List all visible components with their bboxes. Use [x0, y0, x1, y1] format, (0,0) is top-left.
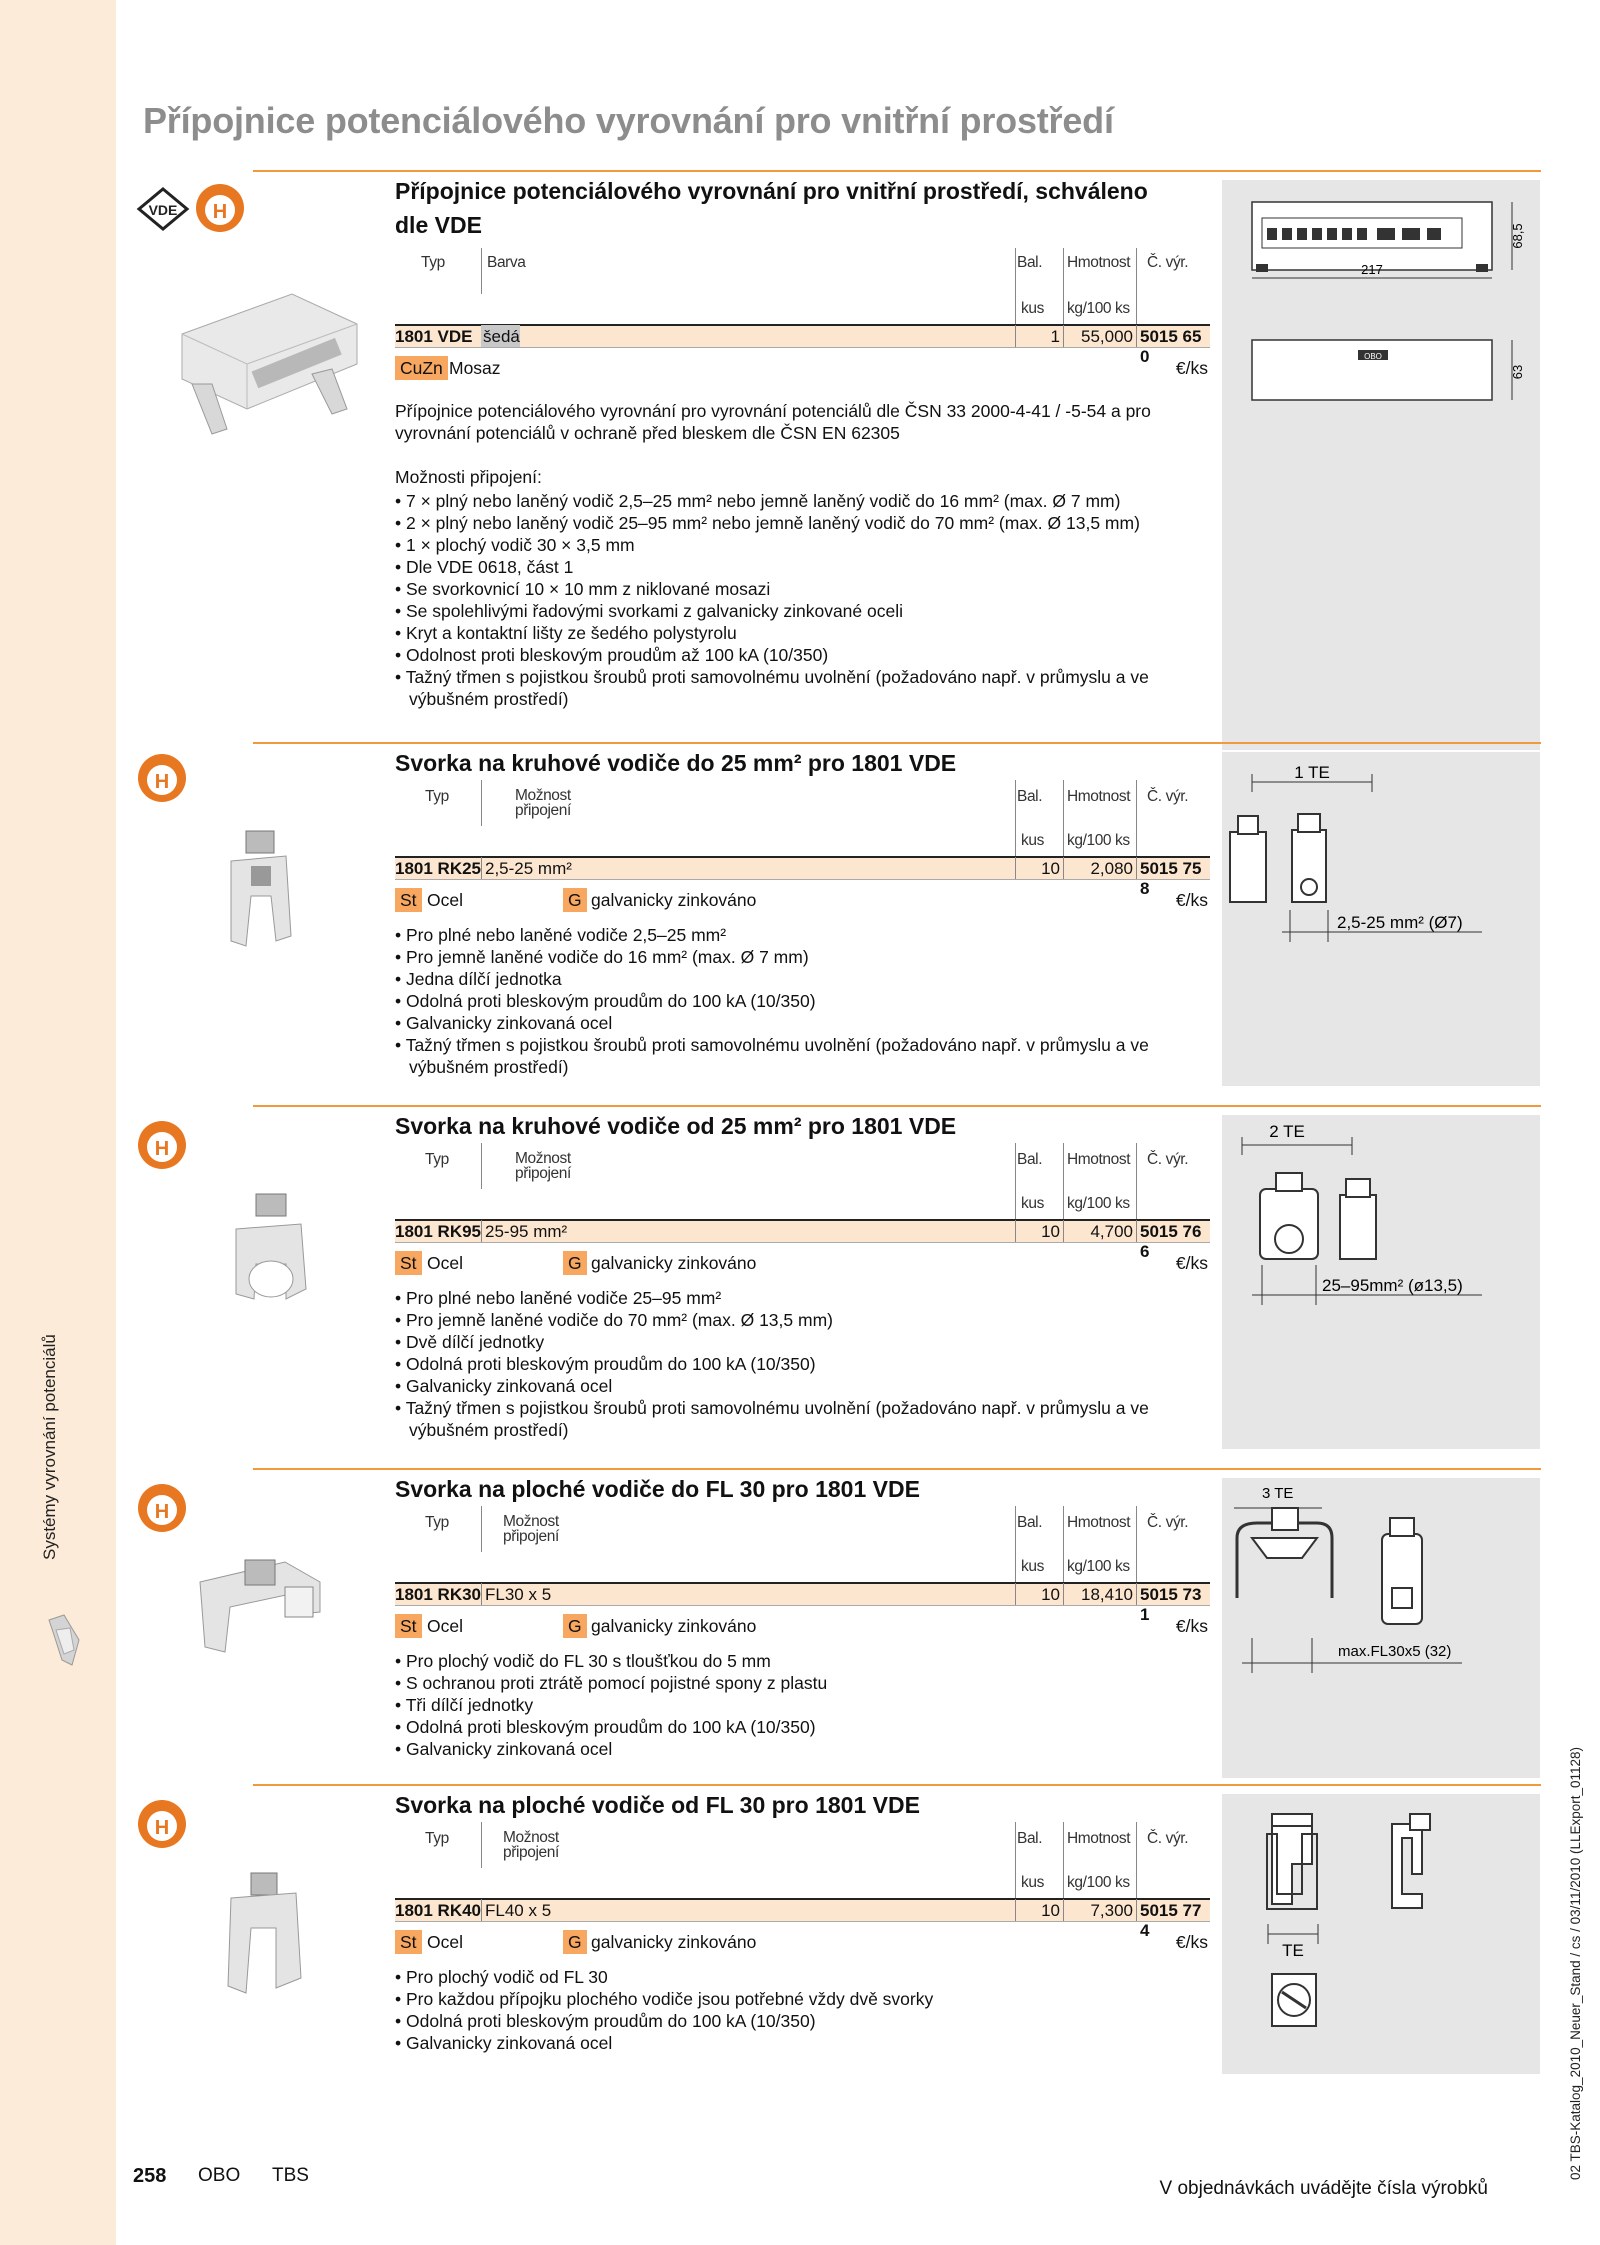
list-item: • Pro plné nebo laněné vodiče 2,5–25 mm² — [395, 924, 1210, 946]
vde-approval-icon — [136, 186, 190, 232]
section-3-content — [395, 1109, 1210, 1441]
material-row: St Ocel G galvanicky zinkováno €/ks — [395, 1928, 1210, 1962]
section-divider — [253, 742, 1541, 744]
tested-h-badge-icon — [136, 1482, 188, 1534]
list-item: • Dvě dílčí jednotky — [395, 1331, 1210, 1353]
list-item: • 1 × plochý vodič 30 × 3,5 mm — [395, 534, 1210, 556]
dim-height-1: 68,5 — [1510, 223, 1525, 249]
rk25-dimension-drawing — [1222, 752, 1540, 1086]
footer-brand: OBO — [198, 2165, 241, 2186]
rk30-dimension-drawing — [1222, 1478, 1540, 1778]
rk40-dimension-drawing — [1222, 1794, 1540, 2074]
list-item: • Tažný třmen s pojistkou šroubů proti samovolnému uvolnění (požadováno např. v průmyslu a ve výbušném prostředí) — [395, 666, 1210, 710]
list-item: • Galvanicky zinkovaná ocel — [395, 2032, 1210, 2054]
spec-table — [395, 248, 1210, 388]
svg-text:H: H — [154, 1817, 170, 1839]
table-header-row: Typ Barva Bal. Hmotnost Č. výr. — [395, 248, 1210, 294]
list-item: • Dle VDE 0618, část 1 — [395, 556, 1210, 578]
list-item: • 2 × plný nebo laněný vodič 25–95 mm² nebo jemně laněný vodič do 70 mm² (max. Ø 13,5 mm) — [395, 512, 1210, 534]
table-unit-row: kus kg/100 ks — [1021, 1558, 1130, 1575]
te-label: 3 TE — [1262, 1485, 1294, 1502]
footer-note: V objednávkách uvádějte čísla výrobků — [1159, 2178, 1488, 2199]
feature-list — [395, 924, 1210, 1078]
section-divider — [253, 1105, 1541, 1107]
section-1-content — [395, 174, 1210, 710]
diagram-panel — [1222, 1115, 1540, 1449]
range-label: 25–95mm² (ø13,5) — [1322, 1276, 1463, 1295]
section-title: Svorka na kruhové vodiče od 25 mm² pro 1801 VDE — [395, 1113, 957, 1139]
feature-list — [395, 490, 1210, 710]
table-row: 1801 RK95 25-95 mm² 10 4,700 5015 76 6 — [395, 1219, 1210, 1243]
feature-list — [395, 1287, 1210, 1441]
list-item: • Tažný třmen s pojistkou šroubů proti samovolnému uvolnění (požadováno např. v průmyslu a ve výbušném prostředí) — [395, 1397, 1210, 1441]
vde-badge-text: VDE — [148, 202, 178, 218]
options-heading: Možnosti připojení: — [395, 467, 542, 487]
section-1801-rk25 — [136, 746, 1540, 1102]
diagram-panel — [1222, 1478, 1540, 1778]
table-header-row: Typ Možnost připojení Bal. Hmotnost Č. výr. — [395, 1822, 1210, 1868]
section-title: Přípojnice potenciálového vyrovnání pro vnitřní prostředí, schváleno dle VDE — [395, 178, 1148, 238]
section-divider — [253, 170, 1541, 172]
range-label: max.FL30x5 (32) — [1338, 1643, 1452, 1660]
svg-text:H: H — [154, 1138, 170, 1160]
clamp-rk95-photo — [226, 1189, 316, 1319]
dim-height-2: 63 — [1510, 364, 1525, 380]
material-row: St Ocel G galvanicky zinkováno €/ks — [395, 1249, 1210, 1283]
list-item: • Galvanicky zinkovaná ocel — [395, 1375, 1210, 1397]
section-1801-rk95 — [136, 1109, 1540, 1465]
spec-table — [395, 1506, 1210, 1646]
rk95-dimension-drawing — [1222, 1115, 1540, 1449]
te-label: 2 TE — [1269, 1122, 1305, 1141]
material-tag: CuZn — [395, 358, 448, 379]
table-row: 1801 VDE šedá 1 55,000 5015 65 0 — [395, 324, 1210, 348]
list-item: • Pro plné nebo laněné vodiče 25–95 mm² — [395, 1287, 1210, 1309]
te-label: TE — [1282, 1941, 1304, 1960]
dim-width: 217 — [1361, 262, 1383, 277]
list-item: • Pro každou přípojku plochého vodiče jsou potřebné vždy dvě svorky — [395, 1988, 1210, 2010]
section-title: Svorka na kruhové vodiče do 25 mm² pro 1801 VDE — [395, 750, 957, 776]
list-item: • Jedna dílčí jednotka — [395, 968, 1210, 990]
table-unit-row: kus kg/100 ks — [1021, 300, 1130, 317]
description: Přípojnice potenciálového vyrovnání pro vyrovnání potenciálů dle ČSN 33 2000-4-41 / -5-54 a pro vyrovnání potenciálů v ochraně před bleskem dle ČSN EN 62305 — [395, 401, 1151, 443]
footer-system: TBS — [272, 2165, 309, 2186]
list-item: • 7 × plný nebo laněný vodič 2,5–25 mm² nebo jemně laněný vodič do 16 mm² (max. Ø 7 mm) — [395, 490, 1210, 512]
list-item: • S ochranou proti ztrátě pomocí pojistné spony z plastu — [395, 1672, 1210, 1694]
section-divider — [253, 1784, 1541, 1786]
clamp-rk40-photo — [216, 1868, 316, 1998]
section-1801-vde — [136, 174, 1540, 734]
tested-h-badge-icon — [136, 1119, 188, 1171]
diagram-panel — [1222, 752, 1540, 1086]
clamp-rk25-photo — [216, 826, 306, 956]
table-header-row: Typ Možnost připojení Bal. Hmotnost Č. výr. — [395, 1506, 1210, 1552]
list-item: • Odolná proti bleskovým proudům do 100 kA (10/350) — [395, 2010, 1210, 2032]
list-item: • Pro plochý vodič do FL 30 s tloušťkou do 5 mm — [395, 1650, 1210, 1672]
side-label: Systémy vyrovnání potenciálů — [40, 1334, 59, 1560]
section-5-content — [395, 1788, 1210, 2054]
clamp-rk30-photo — [190, 1552, 330, 1662]
table-unit-row: kus kg/100 ks — [1021, 832, 1130, 849]
section-2-content — [395, 746, 1210, 1078]
table-unit-row: kus kg/100 ks — [1021, 1874, 1130, 1891]
spec-table — [395, 1143, 1210, 1283]
table-row: 1801 RK40 FL40 x 5 10 7,300 5015 77 4 — [395, 1898, 1210, 1922]
list-item: • Pro jemně laněné vodiče do 16 mm² (max. Ø 7 mm) — [395, 946, 1210, 968]
feature-list — [395, 1650, 1210, 1760]
table-header-row: Typ Možnost připojení Bal. Hmotnost Č. výr. — [395, 780, 1210, 826]
table-unit-row: kus kg/100 ks — [1021, 1195, 1130, 1212]
svg-text:H: H — [154, 1501, 170, 1523]
page-number: 258 — [133, 2165, 167, 2187]
section-1801-rk30 — [136, 1472, 1540, 1772]
list-item: • Odolná proti bleskovým proudům do 100 kA (10/350) — [395, 1716, 1210, 1738]
list-item: • Odolnost proti bleskovým proudům až 100 kA (10/350) — [395, 644, 1210, 666]
busbar-photo — [172, 284, 362, 444]
tested-h-badge-icon — [136, 1798, 188, 1850]
range-label: 2,5-25 mm² (Ø7) — [1337, 913, 1463, 932]
svg-text:H: H — [154, 771, 170, 793]
tested-h-badge-icon — [136, 752, 188, 804]
list-item: • Pro plochý vodič od FL 30 — [395, 1966, 1210, 1988]
table-header-row: Typ Možnost připojení Bal. Hmotnost Č. výr. — [395, 1143, 1210, 1189]
diagram-panel — [1222, 180, 1540, 750]
section-title: Svorka na ploché vodiče od FL 30 pro 1801 VDE — [395, 1792, 920, 1818]
spec-table — [395, 1822, 1210, 1962]
material-row: CuZn Mosaz €/ks — [395, 354, 1210, 388]
list-item: • Galvanicky zinkovaná ocel — [395, 1012, 1210, 1034]
list-item: • Se spolehlivými řadovými svorkami z galvanicky zinkované oceli — [395, 600, 1210, 622]
te-label: 1 TE — [1294, 763, 1330, 782]
diagram-panel — [1222, 1794, 1540, 2074]
table-row: 1801 RK30 FL30 x 5 10 18,410 5015 73 1 — [395, 1582, 1210, 1606]
list-item: • Odolná proti bleskovým proudům do 100 kA (10/350) — [395, 1353, 1210, 1375]
list-item: • Se svorkovnicí 10 × 10 mm z niklované mosazi — [395, 578, 1210, 600]
h-badge-letter: H — [212, 201, 228, 223]
list-item: • Kryt a kontaktní lišty ze šedého polystyrolu — [395, 622, 1210, 644]
section-1801-rk40 — [136, 1788, 1540, 2078]
list-item: • Tažný třmen s pojistkou šroubů proti samovolnému uvolnění (požadováno např. v průmyslu a ve výbušném prostředí) — [395, 1034, 1210, 1078]
list-item: • Tři dílčí jednotky — [395, 1694, 1210, 1716]
list-item: • Galvanicky zinkovaná ocel — [395, 1738, 1210, 1760]
material-row: St Ocel G galvanicky zinkováno €/ks — [395, 886, 1210, 920]
feature-list — [395, 1966, 1210, 2054]
spec-table — [395, 780, 1210, 920]
tested-h-badge-icon — [194, 182, 246, 234]
right-edge-label: 02 TBS-Katalog_2010_Neuer_Stand / cs / 03/11/2010 (LLExport_01128) — [1568, 1746, 1583, 2180]
diagram-logo: OBO — [1364, 352, 1382, 361]
section-divider — [253, 1468, 1541, 1470]
section-title: Svorka na ploché vodiče do FL 30 pro 1801 VDE — [395, 1476, 920, 1502]
side-strip — [0, 0, 116, 2245]
table-row: 1801 RK25 2,5-25 mm² 10 2,080 5015 75 8 — [395, 856, 1210, 880]
material-row: St Ocel G galvanicky zinkováno €/ks — [395, 1612, 1210, 1646]
list-item: • Odolná proti bleskovým proudům do 100 kA (10/350) — [395, 990, 1210, 1012]
clamp-thumbnail-icon — [44, 1610, 84, 1670]
section-4-content — [395, 1472, 1210, 1760]
list-item: • Pro jemně laněné vodiče do 70 mm² (max. Ø 13,5 mm) — [395, 1309, 1210, 1331]
busbar-dimension-drawing — [1222, 180, 1540, 750]
page-title: Přípojnice potenciálového vyrovnání pro vnitřní prostředí — [143, 100, 1114, 141]
